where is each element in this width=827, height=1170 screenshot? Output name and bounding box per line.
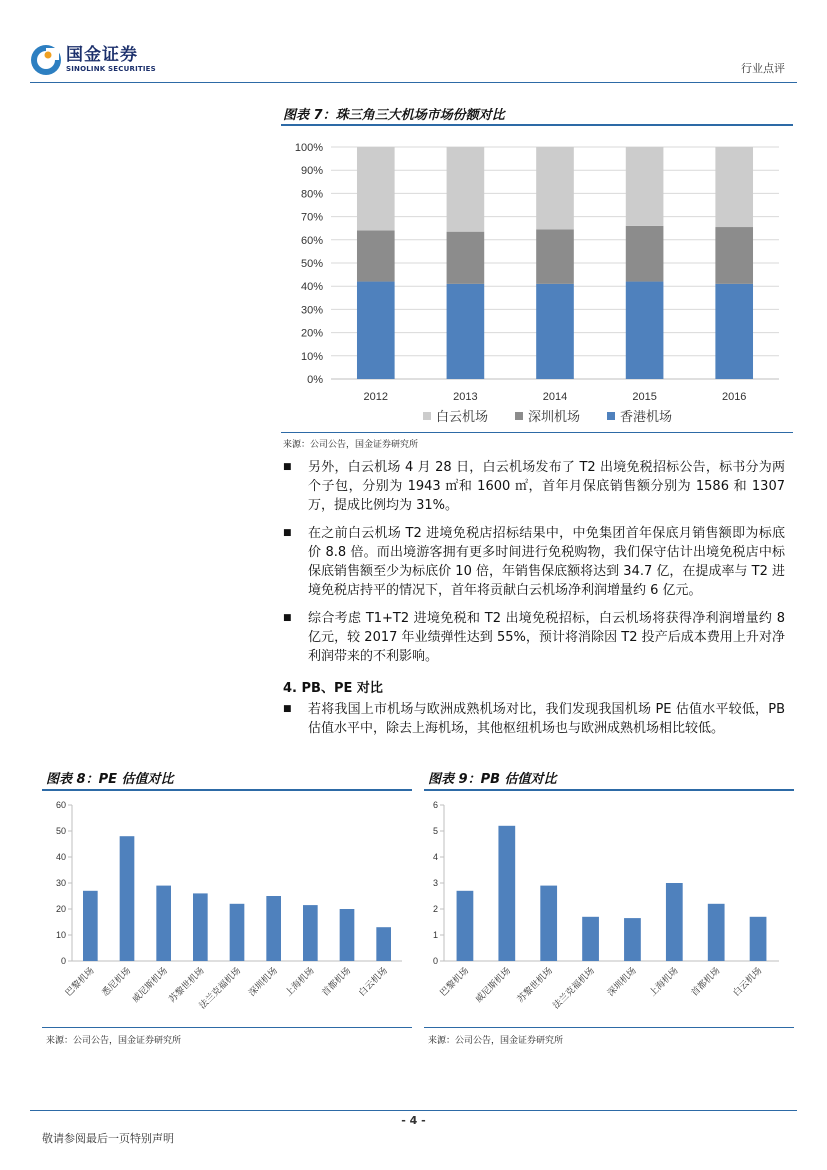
bar [193,893,208,961]
x-tick-label: 2016 [721,391,747,403]
x-tick-label: 白云机场 [356,965,390,998]
bar-segment [626,282,664,379]
figure-8-bottom-rule [42,1027,412,1028]
bar [156,886,171,961]
x-tick-label: 法兰克福机场 [550,965,596,1011]
x-tick-label: 2013 [453,391,478,403]
document-type-label: 行业点评 [741,62,785,75]
x-tick-label: 威尼斯机场 [130,965,170,1005]
y-tick-label: 30 [55,878,66,888]
x-tick-label: 苏黎世机场 [515,965,555,1005]
bar-segment [447,284,485,379]
bar-segment [536,147,574,229]
bar-segment [447,147,485,232]
bar [120,836,135,961]
y-tick-label: 0 [432,956,438,966]
x-tick-label: 白云机场 [730,965,764,998]
y-tick-label: 100% [294,142,323,154]
section-heading: 4. PB、PE 对比 [283,681,383,696]
legend-swatch [607,412,615,420]
figure-7-top-rule [281,124,793,126]
bar-segment [626,226,664,282]
bullet-text: 在之前白云机场 T2 进境免税店招标结果中，中免集团首年保底月销售额即为标底价 8.8 倍。而出境游客拥有更多时间进行免税购物，我们保守估计出境免税店中标保底销售额至少为标底价 10 倍，年销售保底额将达到 34.7 亿，在提成率与 T2 进境免税店持平的情况下，首年将贡献白云机场净利润增量约 6 亿元。 [308,526,785,598]
bar-segment [536,284,574,379]
market-share-chart [281,130,793,430]
bar-segment [357,147,395,231]
bar-segment [715,284,753,379]
figure-9-bottom-rule [424,1027,794,1028]
bar [624,918,641,961]
x-tick-label: 威尼斯机场 [473,965,513,1005]
x-tick-label: 深圳机场 [605,965,638,998]
figure-9-title: 图表 9：PB 估值对比 [428,772,557,787]
legend-label: 白云机场 [436,409,489,424]
y-tick-label: 0 [60,956,66,966]
y-tick-label: 40 [55,852,66,862]
bar [376,927,391,961]
x-tick-label: 上海机场 [283,965,316,998]
y-tick-label: 6 [432,800,438,810]
y-tick-label: 60 [55,800,66,810]
bar [266,896,281,961]
figure-8-top-rule [42,789,412,791]
figure-7-source: 来源：公司公告，国金证券研究所 [283,440,419,450]
bar [340,909,355,961]
bar [303,905,318,961]
legend-swatch [515,412,523,420]
list-item [283,458,785,515]
x-tick-label: 首都机场 [319,965,353,998]
y-tick-label: 80% [300,188,323,201]
x-tick-label: 巴黎机场 [437,965,471,998]
y-tick-label: 5 [432,826,438,836]
x-tick-label: 深圳机场 [246,965,280,998]
logo-mark-icon [30,44,62,76]
x-tick-label: 巴黎机场 [63,965,96,998]
x-tick-label: 2012 [363,391,389,403]
y-tick-label: 10% [300,350,323,363]
y-tick-label: 50% [300,258,323,270]
bar [540,886,557,961]
header-divider [30,82,797,83]
list-item [283,609,785,666]
y-tick-label: 60% [300,234,323,247]
y-tick-label: 0% [307,374,323,386]
company-logo [30,44,156,76]
y-tick-label: 30% [300,304,323,317]
logo-chinese-name: 国金证券 [66,45,138,65]
bar-segment [536,229,574,284]
bar-segment [447,232,485,284]
bullet-text: 综合考虑 T1+T2 进境免税和 T2 出境免税招标，白云机场将获得净利润增量约 8 亿元，较 2017 年业绩弹性达到 55%，预计将消除因 T2 投产后成本费用上升对净利润带来的不利影响。 [308,611,785,664]
figure-8-source: 来源：公司公告，国金证券研究所 [46,1036,182,1046]
y-tick-label: 20 [55,904,66,914]
page-number: - 4 - [401,1114,426,1127]
bar [666,883,683,961]
y-tick-label: 1 [432,930,438,940]
x-tick-label: 2014 [542,391,568,403]
x-tick-label: 悉尼机场 [99,965,133,998]
y-tick-label: 3 [432,878,438,888]
x-tick-label: 法兰克福机场 [197,965,243,1011]
legend-label: 香港机场 [620,409,673,424]
bullet-text: 另外，白云机场 4 月 28 日，白云机场发布了 T2 出境免税招标公告，标书分为两个子包，分别为 1943 ㎡和 1600 ㎡，首年月保底销售额分别为 1586 和 1307 万，提成比例均为 31%。 [308,460,785,513]
figure-7-bottom-rule [281,432,793,433]
figure-7-title: 图表 7：珠三角三大机场市场份额对比 [283,108,505,123]
figure-9-source: 来源：公司公告，国金证券研究所 [428,1036,564,1046]
y-tick-label: 50 [55,826,66,836]
figure-9-top-rule [424,789,794,791]
bar [708,904,725,961]
list-item [283,700,785,738]
y-tick-label: 70% [300,211,323,224]
y-tick-label: 4 [432,852,438,862]
x-tick-label: 2015 [632,391,657,403]
bar-segment [357,231,395,282]
bar [750,917,767,961]
y-tick-label: 90% [300,165,323,178]
legend-label: 深圳机场 [528,409,581,424]
footer-divider [30,1110,797,1111]
bar [230,904,245,961]
bar-segment [715,227,753,284]
bar-segment [715,147,753,227]
bullet-square-icon: ■ [283,704,292,714]
section-4-bullets [283,700,785,747]
disclaimer-note: 敬请参阅最后一页特别声明 [42,1132,174,1145]
legend-swatch [423,412,431,420]
bullet-square-icon: ■ [283,528,292,538]
bar-segment [357,282,395,379]
y-tick-label: 20% [300,327,323,340]
bullet-square-icon: ■ [283,613,292,623]
y-tick-label: 40% [300,281,323,294]
y-tick-label: 10 [55,930,66,940]
bar [83,891,98,961]
pb-valuation-chart [424,795,794,1020]
bar [498,826,515,961]
x-tick-label: 苏黎世机场 [166,965,206,1005]
y-tick-label: 2 [432,904,438,914]
logo-english-name: SINOLINK SECURITIES [66,65,156,73]
x-tick-label: 上海机场 [647,965,680,998]
pe-valuation-chart [42,795,412,1020]
bar [582,917,599,961]
bar [457,891,474,961]
analysis-bullets [283,458,785,675]
bar-segment [626,147,664,226]
bullet-text: 若将我国上市机场与欧洲成熟机场对比，我们发现我国机场 PE 估值水平较低，PB 估值水平中，除去上海机场，其他枢纽机场也与欧洲成熟机场相比较低。 [308,702,785,736]
bullet-square-icon: ■ [283,462,292,472]
x-tick-label: 首都机场 [689,965,722,998]
figure-8-title: 图表 8：PE 估值对比 [46,772,174,787]
list-item [283,524,785,600]
